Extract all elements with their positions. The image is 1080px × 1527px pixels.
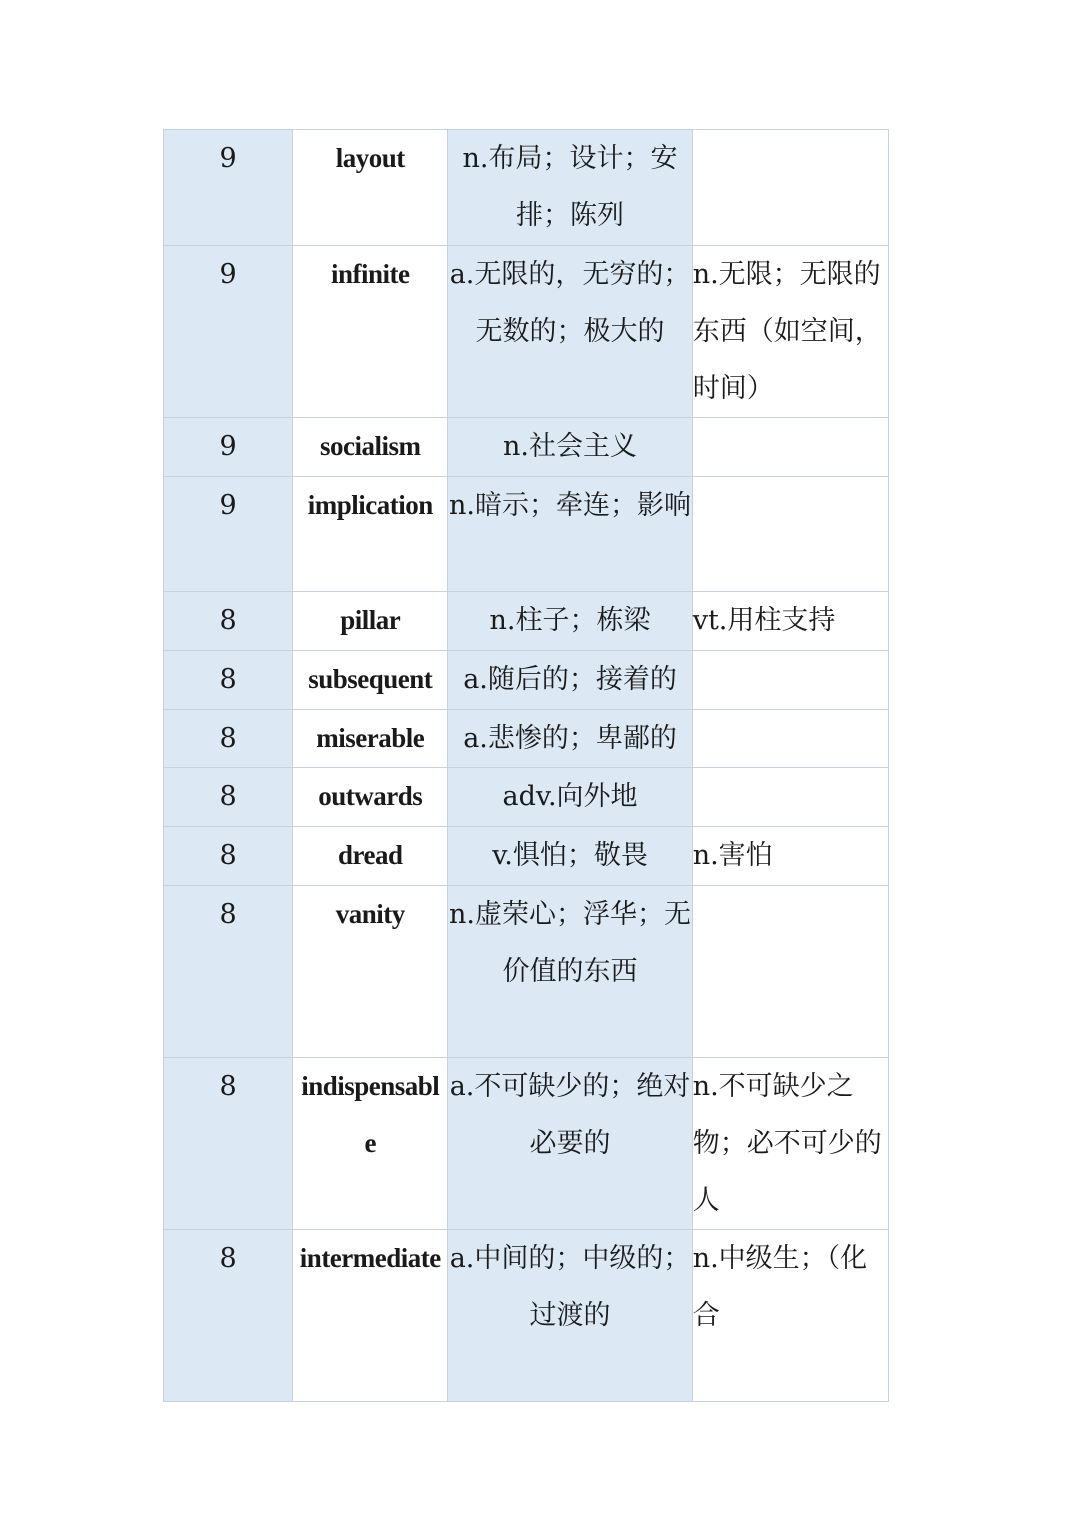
frequency-cell-text: 8 xyxy=(219,605,237,636)
frequency-cell xyxy=(164,1058,293,1230)
extra-meaning-cell-text: vt.用柱支持 xyxy=(692,605,836,636)
extra-meaning-cell xyxy=(692,246,888,418)
frequency-cell xyxy=(164,1230,293,1402)
table-row xyxy=(164,768,889,827)
word-cell-text: miserable xyxy=(316,723,425,753)
table-row xyxy=(164,886,889,1058)
frequency-cell-text: 8 xyxy=(219,781,237,812)
word-cell xyxy=(293,592,448,651)
frequency-cell xyxy=(164,768,293,827)
frequency-cell-text: 9 xyxy=(219,431,237,462)
frequency-cell xyxy=(164,827,293,886)
frequency-cell-text: 8 xyxy=(219,1243,237,1274)
extra-meaning-cell-text: n.害怕 xyxy=(692,840,773,871)
frequency-cell xyxy=(164,130,293,246)
word-cell xyxy=(293,827,448,886)
meaning-cell xyxy=(448,1058,692,1230)
meaning-cell-text: n.虚荣心；浮华；无价值的东西 xyxy=(449,899,692,987)
word-cell-text: indispensable xyxy=(301,1071,440,1158)
meaning-cell-text: a.无限的，无穷的；无数的；极大的 xyxy=(449,259,691,347)
meaning-cell xyxy=(448,592,692,651)
word-cell xyxy=(293,886,448,1058)
meaning-cell xyxy=(448,651,692,710)
word-cell xyxy=(293,418,448,477)
meaning-cell-text: adv.向外地 xyxy=(502,781,638,812)
table-row xyxy=(164,592,889,651)
extra-meaning-cell xyxy=(692,418,888,477)
meaning-cell-text: n.柱子；栋梁 xyxy=(489,605,651,636)
extra-meaning-cell xyxy=(692,1058,888,1230)
frequency-cell xyxy=(164,477,293,592)
extra-meaning-cell xyxy=(692,651,888,710)
frequency-cell-text: 9 xyxy=(219,259,237,290)
table-row xyxy=(164,827,889,886)
table-row xyxy=(164,1230,889,1402)
table-row xyxy=(164,246,889,418)
word-cell xyxy=(293,710,448,768)
meaning-cell xyxy=(448,246,692,418)
meaning-cell xyxy=(448,130,692,246)
table-row xyxy=(164,418,889,477)
meaning-cell-text: n.布局；设计；安排；陈列 xyxy=(462,143,678,231)
extra-meaning-cell xyxy=(692,592,888,651)
extra-meaning-cell xyxy=(692,477,888,592)
meaning-cell xyxy=(448,418,692,477)
frequency-cell xyxy=(164,418,293,477)
frequency-cell-text: 8 xyxy=(219,1071,237,1102)
extra-meaning-cell-text: n.无限；无限的东西（如空间，时间） xyxy=(692,259,882,404)
frequency-cell-text: 8 xyxy=(219,723,237,754)
table-row xyxy=(164,1058,889,1230)
word-cell xyxy=(293,1058,448,1230)
extra-meaning-cell xyxy=(692,130,888,246)
word-cell-text: implication xyxy=(307,490,433,520)
meaning-cell xyxy=(448,886,692,1058)
word-cell-text: pillar xyxy=(340,605,401,635)
meaning-cell xyxy=(448,827,692,886)
frequency-cell xyxy=(164,246,293,418)
frequency-cell xyxy=(164,886,293,1058)
meaning-cell-text: a.不可缺少的；绝对必要的 xyxy=(449,1071,691,1159)
frequency-cell xyxy=(164,710,293,768)
meaning-cell-text: a.中间的；中级的；过渡的 xyxy=(449,1243,691,1331)
vocabulary-table xyxy=(163,129,889,1402)
word-cell xyxy=(293,768,448,827)
table-row xyxy=(164,477,889,592)
word-cell-text: socialism xyxy=(320,431,421,461)
extra-meaning-cell xyxy=(692,886,888,1058)
meaning-cell xyxy=(448,1230,692,1402)
extra-meaning-cell xyxy=(692,827,888,886)
meaning-cell-text: n.社会主义 xyxy=(503,431,638,462)
meaning-cell-text: a.悲惨的；卑鄙的 xyxy=(463,723,677,754)
word-cell xyxy=(293,651,448,710)
frequency-cell-text: 9 xyxy=(219,490,237,521)
meaning-cell xyxy=(448,768,692,827)
word-cell-text: subsequent xyxy=(308,664,433,694)
table-row xyxy=(164,651,889,710)
word-cell xyxy=(293,477,448,592)
table-row xyxy=(164,130,889,246)
frequency-cell xyxy=(164,651,293,710)
extra-meaning-cell xyxy=(692,1230,888,1402)
vocabulary-table-body xyxy=(164,130,889,1402)
frequency-cell-text: 8 xyxy=(219,840,237,871)
table-row xyxy=(164,710,889,768)
extra-meaning-cell xyxy=(692,710,888,768)
word-cell xyxy=(293,130,448,246)
meaning-cell xyxy=(448,477,692,592)
frequency-cell-text: 9 xyxy=(219,143,237,174)
word-cell xyxy=(293,1230,448,1402)
extra-meaning-cell-text: n.不可缺少之物；必不可少的人 xyxy=(692,1071,882,1216)
word-cell-text: layout xyxy=(335,143,405,173)
word-cell-text: infinite xyxy=(331,259,410,289)
meaning-cell-text: n.暗示；牵连；影响 xyxy=(449,490,692,521)
meaning-cell-text: a.随后的；接着的 xyxy=(463,664,677,695)
extra-meaning-cell-text: n.中级生；（化合 xyxy=(692,1243,868,1331)
word-cell xyxy=(293,246,448,418)
word-cell-text: intermediate xyxy=(299,1243,441,1273)
meaning-cell xyxy=(448,710,692,768)
word-cell-text: dread xyxy=(338,840,403,870)
frequency-cell-text: 8 xyxy=(219,664,237,695)
meaning-cell-text: v.惧怕；敬畏 xyxy=(492,840,648,871)
frequency-cell xyxy=(164,592,293,651)
extra-meaning-cell xyxy=(692,768,888,827)
frequency-cell-text: 8 xyxy=(219,899,237,930)
word-cell-text: vanity xyxy=(335,899,405,929)
word-cell-text: outwards xyxy=(318,781,423,811)
